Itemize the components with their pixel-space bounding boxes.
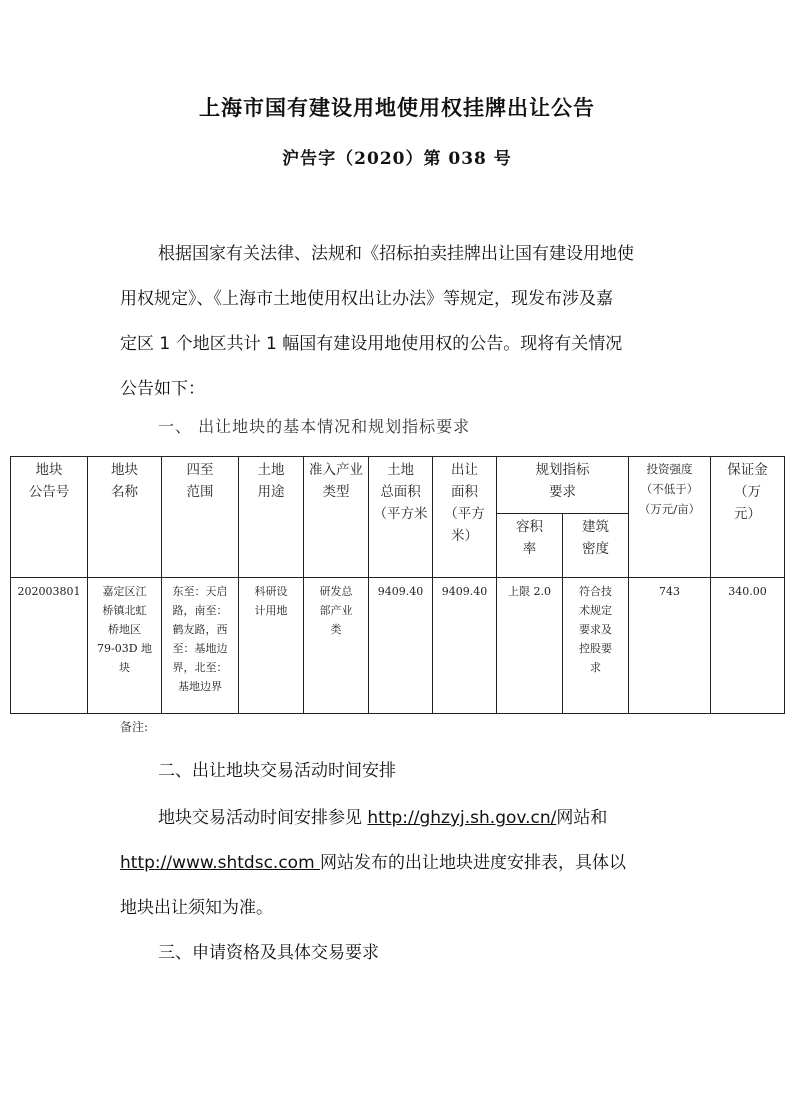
header-far: 容积 率 bbox=[497, 514, 563, 578]
page-title: 上海市国有建设用地使用权挂牌出让公告 bbox=[199, 96, 595, 120]
intro-line-3: 定区 1 个地区共计 1 幅国有建设用地使用权的公告。现将有关情况 bbox=[120, 334, 623, 354]
section-3-heading: 三、申请资格及具体交易要求 bbox=[158, 943, 379, 963]
table-note: 备注: bbox=[120, 720, 149, 734]
cell-total-area: 9409.40 bbox=[369, 578, 433, 714]
table-row bbox=[11, 578, 785, 714]
header-investment: 投资强度 （不低于） （万元/亩） bbox=[629, 457, 711, 578]
cell-far: 上限 2.0 bbox=[497, 578, 563, 714]
cell-parcel-no: 202003801 bbox=[11, 578, 88, 714]
section-2-heading: 二、出让地块交易活动时间安排 bbox=[158, 761, 396, 781]
intro-line-1: 根据国家有关法律、法规和《招标拍卖挂牌出让国有建设用地使 bbox=[158, 244, 634, 264]
cell-boundary: 东至：天启 路，南至： 鹤友路，西 至：基地边 界，北至： 基地边界 bbox=[162, 578, 239, 714]
shtdsc-link[interactable]: http://www.shtdsc.com bbox=[120, 853, 321, 873]
header-deposit: 保证金 （万 元） bbox=[711, 457, 785, 578]
header-parcel-no: 地块 公告号 bbox=[11, 457, 88, 578]
intro-paragraph bbox=[120, 232, 680, 412]
header-transfer-area: 出让 面积 （平方 米） bbox=[433, 457, 497, 578]
header-planning: 规划指标 要求 bbox=[497, 457, 629, 514]
section-2-paragraph bbox=[120, 796, 700, 931]
header-land-use: 土地 用途 bbox=[239, 457, 304, 578]
cell-investment: 743 bbox=[629, 578, 711, 714]
header-industry-type: 准入产业 类型 bbox=[304, 457, 369, 578]
cell-parcel-name: 嘉定区江 桥镇北虹 桥地区 79-03D 地 块 bbox=[88, 578, 162, 714]
document-number: 沪告字（2020）第 038 号 bbox=[282, 149, 512, 169]
section-2-line-2: http://www.shtdsc.com 网站发布的出让地块进度安排表，具体以 bbox=[120, 853, 627, 873]
land-parcel-table bbox=[10, 456, 785, 714]
section-1-heading: 一、 出让地块的基本情况和规划指标要求 bbox=[158, 417, 471, 436]
intro-line-4: 公告如下： bbox=[120, 379, 205, 399]
header-boundary: 四至 范围 bbox=[162, 457, 239, 578]
header-total-area: 土地 总面积 （平方米 bbox=[369, 457, 433, 578]
cell-transfer-area: 9409.40 bbox=[433, 578, 497, 714]
cell-industry-type: 研发总 部产业 类 bbox=[304, 578, 369, 714]
section-2-line-1: 地块交易活动时间安排参见 http://ghzyj.sh.gov.cn/网站和 bbox=[158, 808, 608, 828]
header-density: 建筑 密度 bbox=[563, 514, 629, 578]
cell-deposit: 340.00 bbox=[711, 578, 785, 714]
ghzyj-link[interactable]: http://ghzyj.sh.gov.cn/ bbox=[367, 808, 557, 828]
header-parcel-name: 地块 名称 bbox=[88, 457, 162, 578]
intro-line-2: 用权规定》、《上海市土地使用权出让办法》等规定，现发布涉及嘉 bbox=[120, 289, 613, 309]
section-2-line-3: 地块出让须知为准。 bbox=[120, 898, 273, 918]
cell-land-use: 科研设 计用地 bbox=[239, 578, 304, 714]
cell-density: 符合技 术规定 要求及 控股要 求 bbox=[563, 578, 629, 714]
